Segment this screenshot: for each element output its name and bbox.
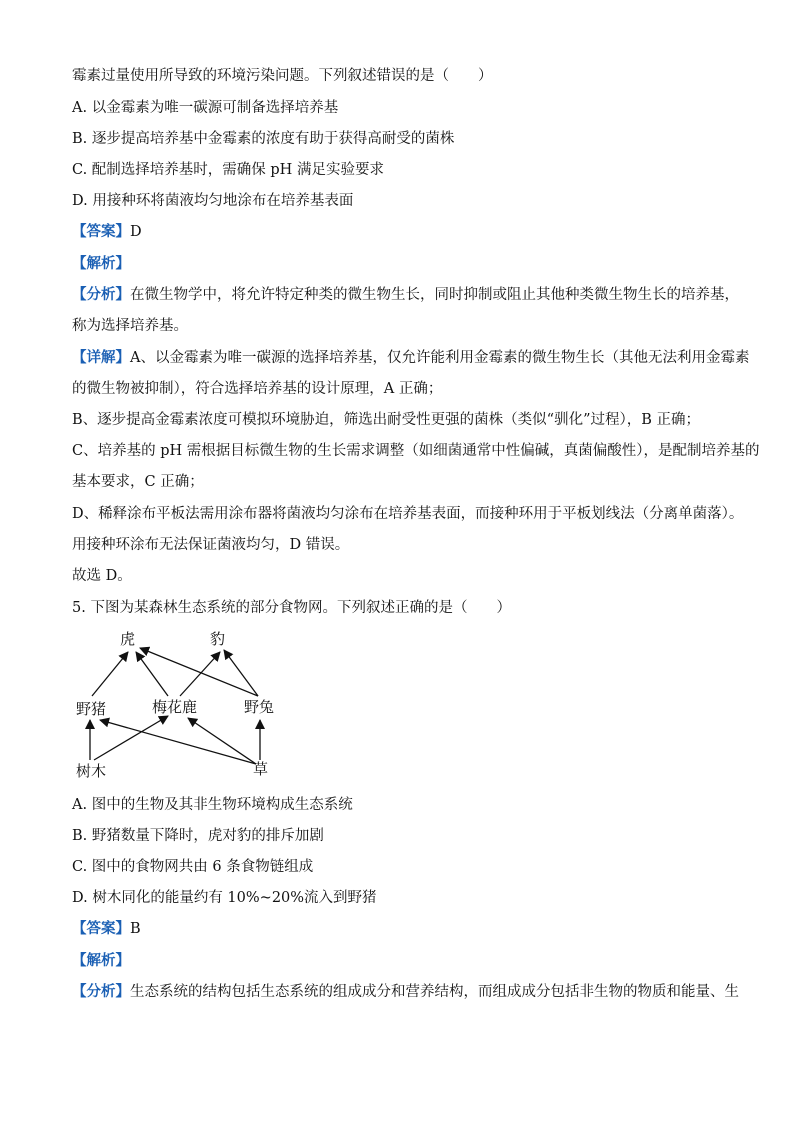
q5-fenxi-text: 生态系统的结构包括生态系统的组成成分和营养结构，而组成成分包括非生物的物质和能量、生 bbox=[130, 984, 739, 1000]
q4-option-c: C. 配制选择培养基时，需确保 pH 满足实验要求 bbox=[72, 162, 384, 178]
analysis-tag: 【解析】 bbox=[72, 255, 130, 272]
q4-xiangjie-line-6: D、稀释涂布平板法需用涂布器将菌液均匀涂布在培养基表面，而接种环用于平板划线法（分离单菌落）。 bbox=[72, 506, 744, 522]
q4-fenxi-line-1 bbox=[72, 285, 739, 305]
q5-fenxi-line bbox=[72, 982, 739, 1002]
answer-tag: 【答案】 bbox=[72, 920, 130, 937]
q4-option-a: A. 以金霉素为唯一碳源可制备选择培养基 bbox=[72, 100, 339, 116]
q4-analysis-heading bbox=[72, 254, 130, 274]
analysis-tag: 【解析】 bbox=[72, 952, 130, 969]
q5-stem: 5. 下图为某森林生态系统的部分食物网。下列叙述正确的是（ ） bbox=[72, 600, 511, 616]
node-deer: 梅花鹿 bbox=[152, 698, 198, 716]
q4-option-d: D. 用接种环将菌液均匀地涂布在培养基表面 bbox=[72, 193, 354, 209]
fenxi-tag: 【分析】 bbox=[72, 983, 130, 1000]
q5-option-b: B. 野猪数量下降时，虎对豹的排斥加剧 bbox=[72, 828, 324, 844]
q4-xiangjie-line-3: B、逐步提高金霉素浓度可模拟环境胁迫，筛选出耐受性更强的菌株（类似“驯化”过程），B 正确； bbox=[72, 412, 700, 428]
node-tiger: 虎 bbox=[120, 630, 136, 648]
q5-option-a: A. 图中的生物及其非生物环境构成生态系统 bbox=[72, 797, 353, 813]
q4-option-b: B. 逐步提高培养基中金霉素的浓度有助于获得高耐受的菌株 bbox=[72, 131, 455, 147]
arrow-grass-deer bbox=[188, 718, 256, 764]
q4-conclusion: 故选 D。 bbox=[72, 568, 132, 584]
q4-xiangjie-line-5: 基本要求，C 正确； bbox=[72, 474, 204, 490]
answer-tag: 【答案】 bbox=[72, 223, 130, 240]
q4-fenxi-line-2: 称为选择培养基。 bbox=[72, 318, 188, 334]
node-leopard: 豹 bbox=[210, 630, 226, 648]
arrow-boar-tiger bbox=[92, 652, 128, 696]
q4-xiangjie-text-1: A、以金霉素为唯一碳源的选择培养基，仅允许能利用金霉素的微生物生长（其他无法利用金霉素 bbox=[130, 350, 750, 366]
q4-xiangjie-line-4: C、培养基的 pH 需根据目标微生物的生长需求调整（如细菌通常中性偏碱，真菌偏酸性），是配制培养基的 bbox=[72, 443, 760, 459]
xiangjie-tag: 【详解】 bbox=[72, 349, 130, 366]
node-rabbit: 野兔 bbox=[244, 698, 275, 716]
q4-fenxi-text-1: 在微生物学中，将允许特定种类的微生物生长，同时抑制或阻止其他种类微生物生长的培养基， bbox=[130, 287, 739, 303]
food-web-diagram bbox=[60, 620, 300, 790]
node-grass: 草 bbox=[253, 760, 269, 778]
arrow-deer-tiger bbox=[136, 652, 168, 696]
q4-xiangjie-line-7: 用接种环涂布无法保证菌液均匀，D 错误。 bbox=[72, 537, 350, 553]
q5-answer-line bbox=[72, 919, 141, 939]
q4-answer-line bbox=[72, 222, 142, 242]
node-tree: 树木 bbox=[76, 762, 107, 780]
q5-analysis-heading bbox=[72, 951, 130, 971]
q4-stem-tail: 霉素过量使用所导致的环境污染问题。下列叙述错误的是（ ） bbox=[72, 68, 493, 84]
q5-option-c: C. 图中的食物网共由 6 条食物链组成 bbox=[72, 859, 314, 875]
q5-option-d: D. 树木同化的能量约有 10%~20%流入到野猪 bbox=[72, 890, 377, 906]
arrow-tree-deer bbox=[94, 716, 168, 760]
node-boar: 野猪 bbox=[76, 700, 107, 718]
q4-xiangjie-line-1 bbox=[72, 348, 749, 368]
fenxi-tag: 【分析】 bbox=[72, 286, 130, 303]
q4-answer: D bbox=[130, 224, 142, 240]
arrow-deer-leopard bbox=[180, 652, 220, 696]
q5-answer: B bbox=[130, 921, 141, 937]
q4-xiangjie-line-2: 的微生物被抑制），符合选择培养基的设计原理，A 正确； bbox=[72, 381, 443, 397]
